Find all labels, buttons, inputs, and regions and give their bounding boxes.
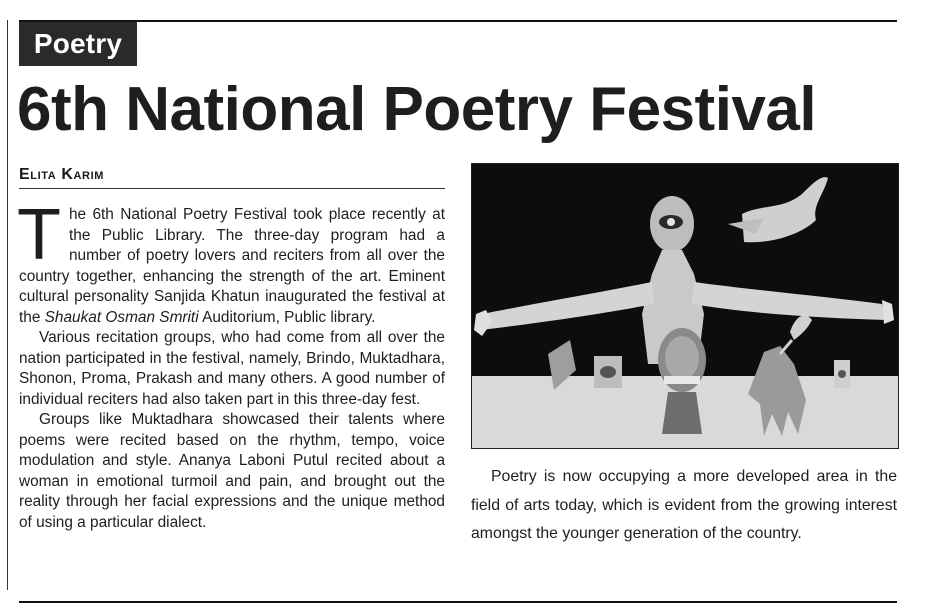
image-caption-text: Poetry is now occupying a more developed area in the field of arts today, which is evident from the growing interest amongst the younger generation of the country.	[471, 468, 897, 542]
byline-rule	[19, 188, 445, 189]
article-paragraph-1-end: Auditorium, Public library.	[198, 308, 376, 326]
artwork-illustration	[472, 164, 898, 448]
byline: Elita Karim	[19, 166, 105, 183]
article-body	[17, 195, 445, 533]
top-rule	[19, 20, 897, 22]
bottom-rule	[19, 601, 897, 603]
article-paragraph-3: Groups like Muktadhara showcased their talents where poems were recited based on the rhythm, tempo, voice modulation and style. Ananya Laboni Putul recited about a woman in emotional turmoil and pain, and brought out the reality through her facial expressions and the unique method of using a particular dialect.	[19, 411, 445, 531]
image-caption	[471, 463, 897, 549]
section-tag: Poetry	[19, 22, 137, 66]
headline: 6th National Poetry Festival	[17, 75, 817, 144]
artwork-image	[471, 163, 899, 449]
drop-cap: T	[17, 195, 61, 275]
article-paragraph-1	[17, 195, 445, 328]
article-paragraph-2: Various recitation groups, who had come from all over the nation participated in the festival, namely, Brindo, Muktadhara, Shonon, Proma, Prakash and many others. A good number of individual reciters had also taken part in this three-day fest.	[19, 329, 445, 408]
article-paragraph-1-start: he 6th National Poetry Festival took place recently at the Public Library. The three-day program had a number of poetry lovers and reciters from all over the country together, enhancing the strength of the art. Eminent cultural personality Sanjida Khatun inaugurated the festival at the	[19, 206, 445, 326]
venue-name: Shaukat Osman Smriti	[44, 308, 199, 326]
column-divider	[7, 20, 8, 590]
